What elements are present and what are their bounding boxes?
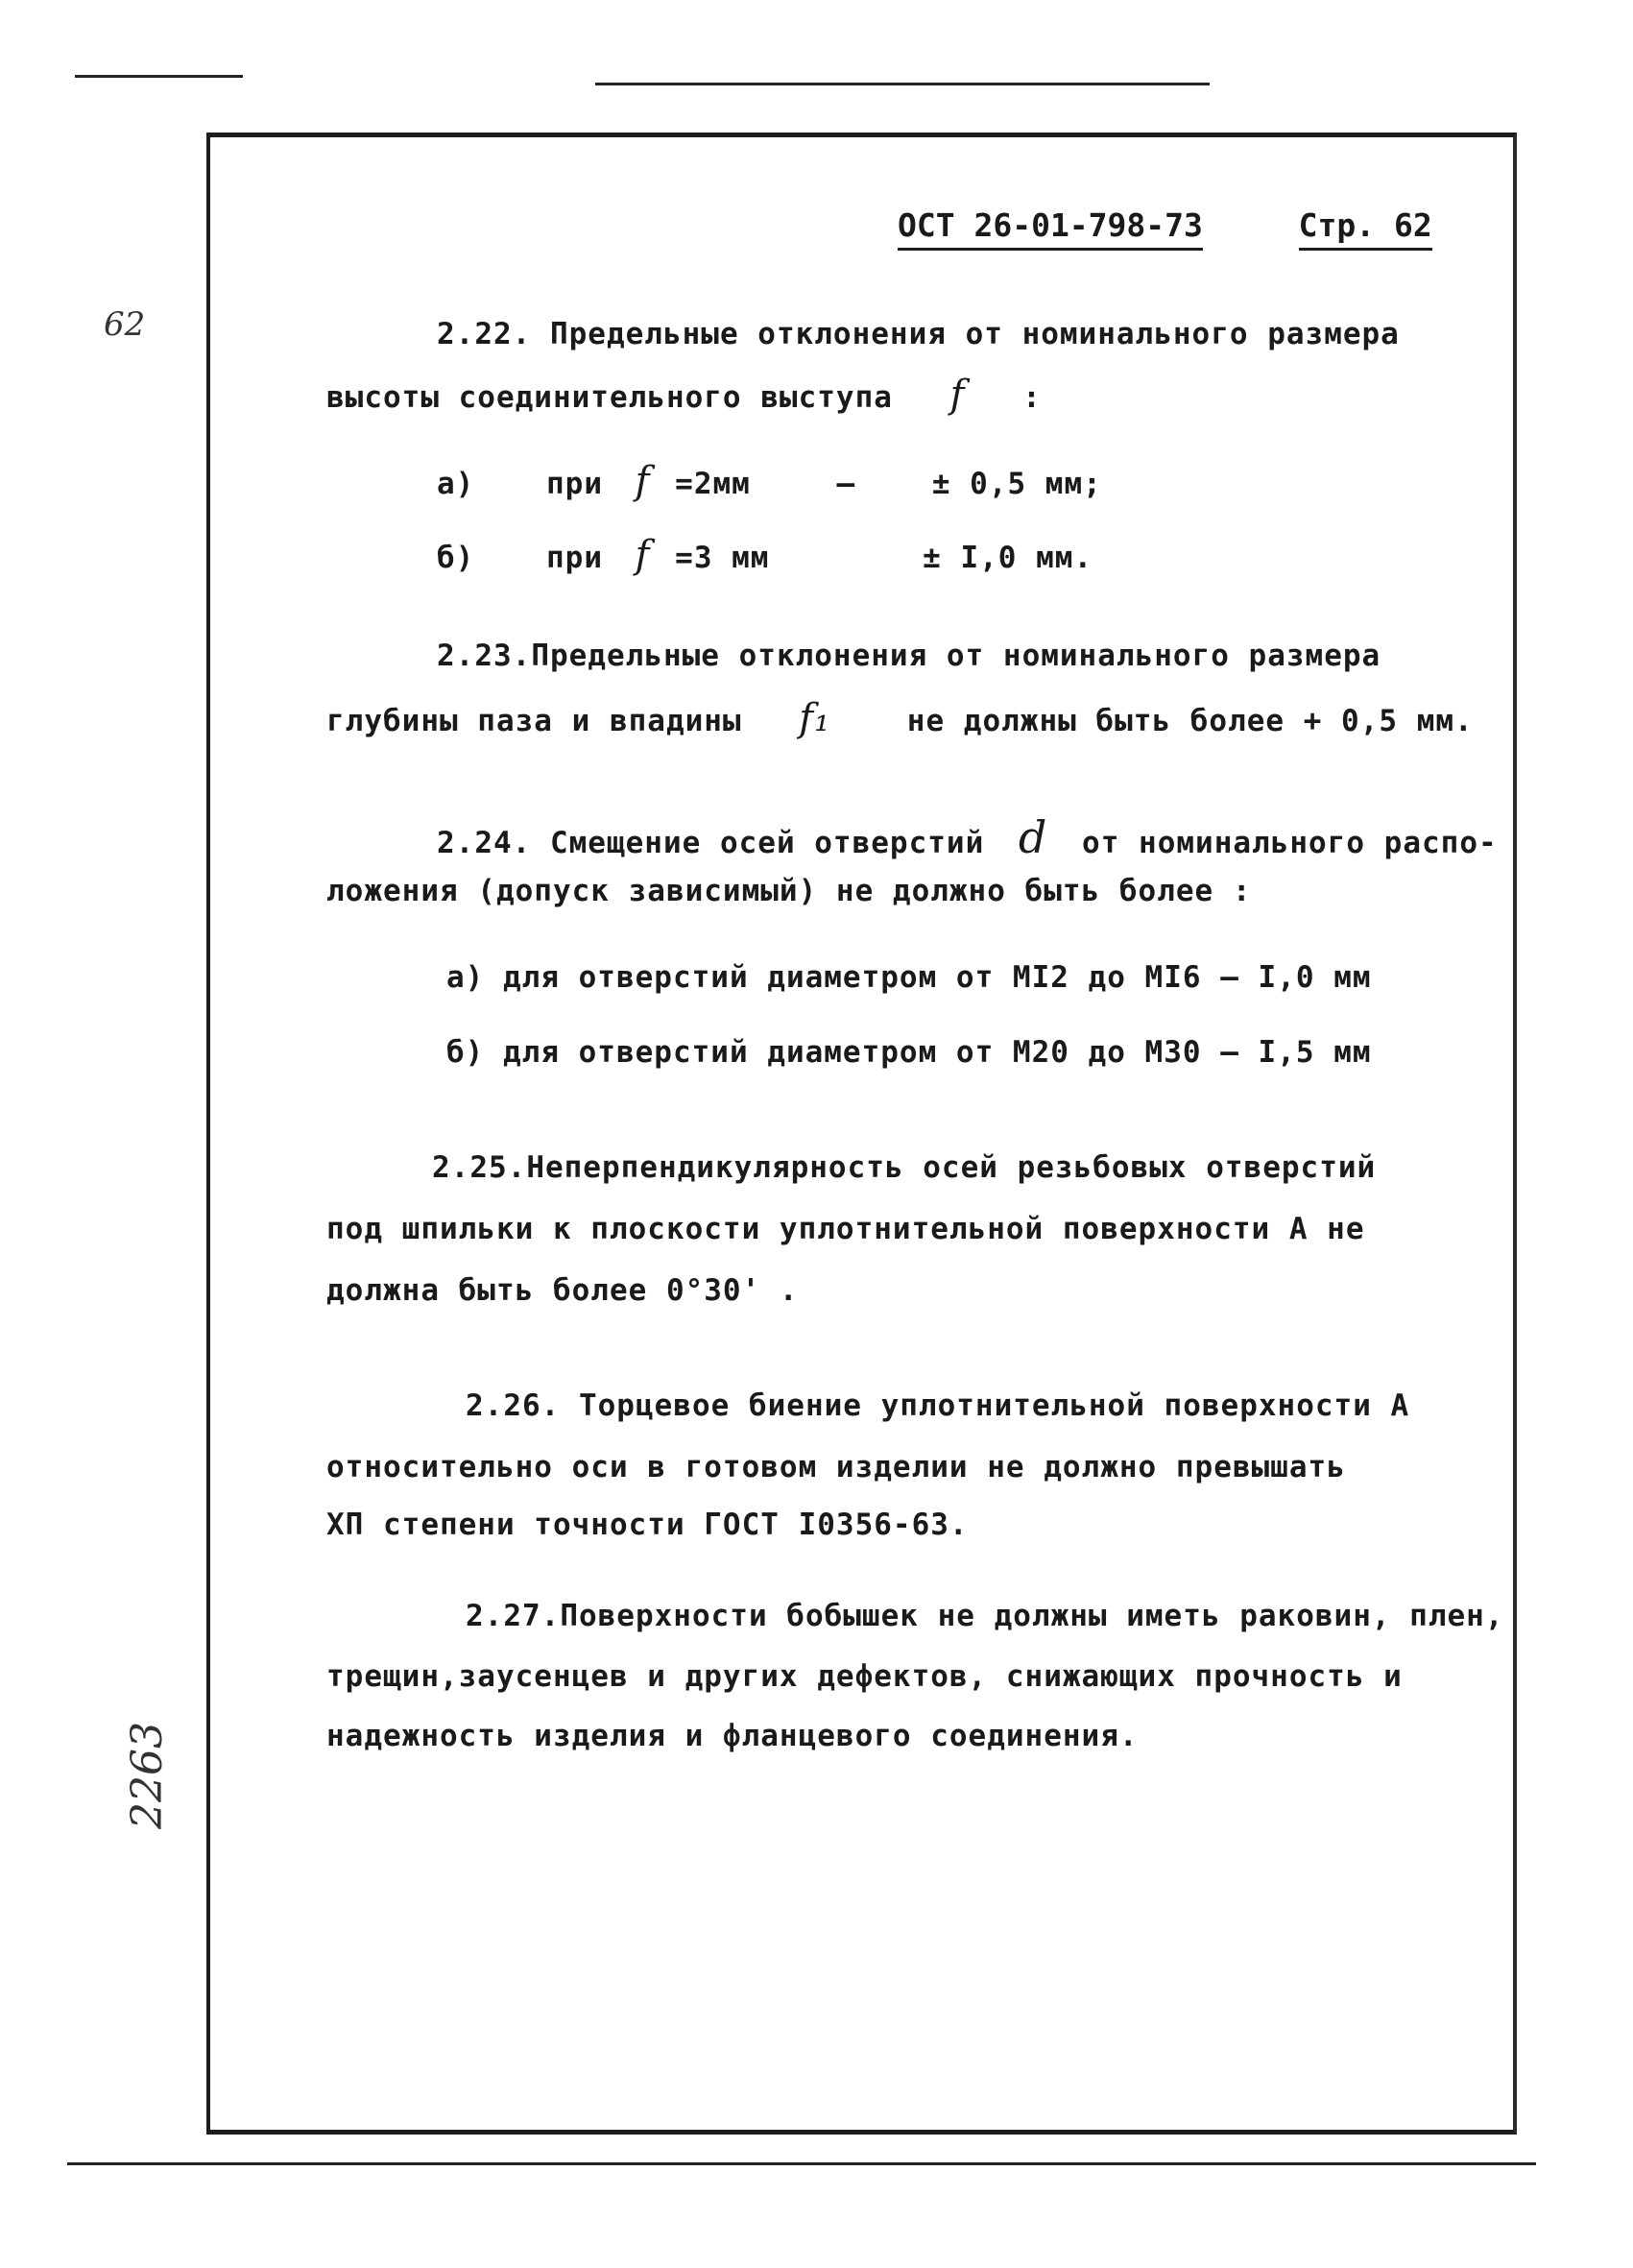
section-2-22-item-a: а) при f =2мм – ± 0,5 мм; <box>437 459 1102 503</box>
margin-stamp: 2263 <box>123 1722 172 1829</box>
scan-line-top-right <box>595 83 1210 85</box>
section-2-24-item-a: а) для отверстий диаметром от МI2 до МI6 – I,0 мм <box>446 960 1372 995</box>
page-header <box>898 206 1432 251</box>
page-number: Стр. 62 <box>1299 206 1432 251</box>
section-2-22-line1: 2.22. Предельные отклонения от номинального размера <box>437 317 1400 351</box>
section-2-26-line1: 2.26. Торцевое биение уплотнительной поверхности А <box>466 1388 1410 1423</box>
page-frame <box>206 133 1517 2135</box>
section-2-25-line3: должна быть более 0°30' . <box>326 1273 799 1308</box>
section-2-24-item-b: б) для отверстий диаметром от М20 до М30 – I,5 мм <box>446 1035 1372 1070</box>
section-2-27-line2: трещин,заусенцев и других дефектов, снижающих прочность и <box>326 1659 1403 1694</box>
document-number: ОСТ 26-01-798-73 <box>898 206 1203 251</box>
section-2-24-line2: ложения (допуск зависимый) не должно быть более : <box>326 874 1252 908</box>
symbol-f1: f₁ <box>799 696 831 740</box>
symbol-f: f <box>949 373 966 417</box>
symbol-d: d <box>1018 811 1048 863</box>
section-2-27-line3: надежность изделия и фланцевого соединения. <box>326 1719 1139 1753</box>
section-2-26-line3: XП степени точности ГОСТ I0356-63. <box>326 1508 969 1542</box>
section-2-23-line1: 2.23.Предельные отклонения от номинального размера <box>437 639 1381 673</box>
section-2-26-line2: относительно оси в готовом изделии не должно превышать <box>326 1450 1346 1484</box>
section-2-25-line2: под шпильки к плоскости уплотнительной поверхности А не <box>326 1212 1365 1246</box>
scan-line-top-left <box>75 75 243 78</box>
section-2-22-line2: высоты соединительного выступа f : <box>326 373 1042 417</box>
section-2-25-line1: 2.25.Неперпендикулярность осей резьбовых отверстий <box>432 1150 1377 1185</box>
section-2-22-item-b: б) при f =3 мм ± I,0 мм. <box>437 533 1093 577</box>
section-2-23-line2: глубины паза и впадины f₁ не должны быть более + 0,5 мм. <box>326 696 1474 740</box>
section-2-27-line1: 2.27.Поверхности бобышек не должны иметь раковин, плен, <box>466 1599 1504 1633</box>
scan-line-bottom <box>67 2162 1536 2165</box>
section-2-24-line1: 2.24. Смещение осей отверстий d от номинального распо- <box>437 811 1498 863</box>
margin-page-mark: 62 <box>104 305 146 344</box>
